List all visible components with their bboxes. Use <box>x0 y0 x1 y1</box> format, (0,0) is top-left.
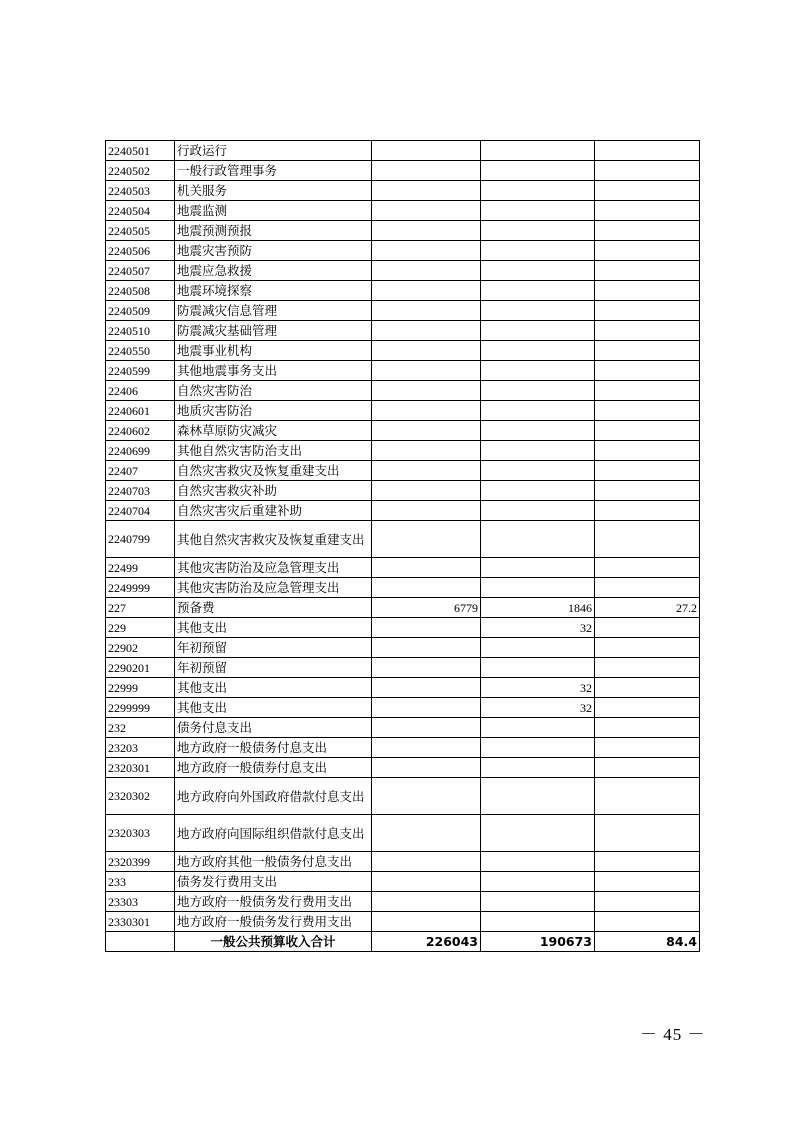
row-code: 23203 <box>106 738 175 758</box>
row-name: 其他自然灾害救灾及恢复重建支出 <box>175 521 372 558</box>
row-code: 2240510 <box>106 321 175 341</box>
row-value-3 <box>595 341 700 361</box>
row-name: 一般公共预算收入合计 <box>175 932 372 952</box>
row-value-3 <box>595 201 700 221</box>
table-row <box>106 421 700 441</box>
row-name: 地质灾害防治 <box>175 401 372 421</box>
table-row <box>106 598 700 618</box>
table-row <box>106 658 700 678</box>
row-name: 债务发行费用支出 <box>175 872 372 892</box>
row-value-2 <box>481 341 595 361</box>
row-code: 2240509 <box>106 301 175 321</box>
row-value-3 <box>595 141 700 161</box>
row-code: 2240602 <box>106 421 175 441</box>
row-code: 2240704 <box>106 501 175 521</box>
table-row <box>106 381 700 401</box>
row-value-1 <box>372 852 481 872</box>
row-value-2 <box>481 361 595 381</box>
row-value-1 <box>372 872 481 892</box>
row-value-2 <box>481 281 595 301</box>
row-code: 22407 <box>106 461 175 481</box>
row-value-3 <box>595 718 700 738</box>
row-value-3 <box>595 638 700 658</box>
table-row <box>106 401 700 421</box>
row-code: 22902 <box>106 638 175 658</box>
row-value-1 <box>372 301 481 321</box>
row-code: 2249999 <box>106 578 175 598</box>
row-value-1: 6779 <box>372 598 481 618</box>
row-value-2 <box>481 301 595 321</box>
row-code: 2240503 <box>106 181 175 201</box>
row-value-1 <box>372 778 481 815</box>
row-code: 232 <box>106 718 175 738</box>
row-value-3 <box>595 221 700 241</box>
table-row <box>106 912 700 932</box>
row-value-3 <box>595 461 700 481</box>
row-value-1 <box>372 481 481 501</box>
row-value-3 <box>595 578 700 598</box>
row-value-1 <box>372 501 481 521</box>
row-value-1 <box>372 341 481 361</box>
row-value-1 <box>372 892 481 912</box>
row-code: 2240703 <box>106 481 175 501</box>
row-value-2 <box>481 815 595 852</box>
row-value-2 <box>481 421 595 441</box>
row-name: 森林草原防灾减灾 <box>175 421 372 441</box>
table-row <box>106 241 700 261</box>
row-value-3 <box>595 872 700 892</box>
row-value-2: 32 <box>481 698 595 718</box>
budget-table <box>105 140 700 952</box>
row-name: 机关服务 <box>175 181 372 201</box>
row-value-2: 1846 <box>481 598 595 618</box>
table-row <box>106 738 700 758</box>
row-value-2 <box>481 241 595 261</box>
table-row <box>106 758 700 778</box>
row-value-2 <box>481 401 595 421</box>
table-row <box>106 181 700 201</box>
table-row <box>106 852 700 872</box>
row-value-1 <box>372 441 481 461</box>
row-value-2 <box>481 261 595 281</box>
row-value-1 <box>372 401 481 421</box>
row-value-3 <box>595 698 700 718</box>
row-value-2 <box>481 852 595 872</box>
row-name: 地方政府向外国政府借款付息支出 <box>175 778 372 815</box>
row-value-2: 190673 <box>481 932 595 952</box>
row-code: 229 <box>106 618 175 638</box>
table-row <box>106 815 700 852</box>
row-value-1 <box>372 461 481 481</box>
row-code: 2240550 <box>106 341 175 361</box>
row-value-2 <box>481 558 595 578</box>
row-name: 地震事业机构 <box>175 341 372 361</box>
row-name: 其他灾害防治及应急管理支出 <box>175 578 372 598</box>
row-value-2: 32 <box>481 618 595 638</box>
row-name: 地震监测 <box>175 201 372 221</box>
row-value-2 <box>481 778 595 815</box>
row-value-1 <box>372 912 481 932</box>
row-value-1 <box>372 578 481 598</box>
row-code: 2320399 <box>106 852 175 872</box>
row-value-2 <box>481 578 595 598</box>
row-value-2 <box>481 381 595 401</box>
row-name: 地震应急救援 <box>175 261 372 281</box>
row-value-1 <box>372 618 481 638</box>
table-row <box>106 301 700 321</box>
row-value-3 <box>595 161 700 181</box>
row-value-1 <box>372 381 481 401</box>
row-value-1 <box>372 161 481 181</box>
row-value-2 <box>481 718 595 738</box>
row-value-2 <box>481 872 595 892</box>
row-value-2 <box>481 181 595 201</box>
row-value-3 <box>595 241 700 261</box>
table-row <box>106 341 700 361</box>
table-row <box>106 221 700 241</box>
row-value-2 <box>481 321 595 341</box>
row-value-3 <box>595 301 700 321</box>
row-value-3 <box>595 321 700 341</box>
row-name: 自然灾害救灾补助 <box>175 481 372 501</box>
row-value-1: 226043 <box>372 932 481 952</box>
row-code: 2290201 <box>106 658 175 678</box>
table-row <box>106 141 700 161</box>
row-value-2 <box>481 201 595 221</box>
row-value-3 <box>595 618 700 638</box>
row-code: 2240599 <box>106 361 175 381</box>
row-value-1 <box>372 241 481 261</box>
table-row <box>106 678 700 698</box>
row-value-1 <box>372 141 481 161</box>
row-code: 2320301 <box>106 758 175 778</box>
row-value-3 <box>595 421 700 441</box>
row-value-3 <box>595 261 700 281</box>
row-code: 22999 <box>106 678 175 698</box>
row-code: 2299999 <box>106 698 175 718</box>
table-row <box>106 521 700 558</box>
row-name: 地震环境探察 <box>175 281 372 301</box>
row-value-3: 27.2 <box>595 598 700 618</box>
row-name: 地方政府其他一般债务付息支出 <box>175 852 372 872</box>
row-name: 行政运行 <box>175 141 372 161</box>
row-code: 2240507 <box>106 261 175 281</box>
table-row <box>106 778 700 815</box>
row-name: 其他支出 <box>175 698 372 718</box>
row-name: 一般行政管理事务 <box>175 161 372 181</box>
row-name: 其他灾害防治及应急管理支出 <box>175 558 372 578</box>
table-row <box>106 638 700 658</box>
row-value-3 <box>595 441 700 461</box>
row-code: 227 <box>106 598 175 618</box>
table-row <box>106 698 700 718</box>
row-name: 自然灾害防治 <box>175 381 372 401</box>
row-value-3 <box>595 758 700 778</box>
budget-table-body <box>106 141 700 952</box>
row-value-2 <box>481 758 595 778</box>
row-value-3 <box>595 658 700 678</box>
table-row <box>106 461 700 481</box>
row-code: 2330301 <box>106 912 175 932</box>
table-row <box>106 872 700 892</box>
row-value-3 <box>595 738 700 758</box>
row-name: 地方政府向国际组织借款付息支出 <box>175 815 372 852</box>
table-row <box>106 361 700 381</box>
row-code: 22406 <box>106 381 175 401</box>
row-name: 其他地震事务支出 <box>175 361 372 381</box>
table-row <box>106 892 700 912</box>
row-value-1 <box>372 738 481 758</box>
row-code: 233 <box>106 872 175 892</box>
row-value-3 <box>595 778 700 815</box>
row-value-1 <box>372 281 481 301</box>
row-name: 防震减灾基础管理 <box>175 321 372 341</box>
row-value-2 <box>481 658 595 678</box>
row-value-1 <box>372 678 481 698</box>
row-value-3 <box>595 381 700 401</box>
row-value-2 <box>481 481 595 501</box>
row-code: 22499 <box>106 558 175 578</box>
table-row <box>106 321 700 341</box>
table-row <box>106 441 700 461</box>
table-row <box>106 261 700 281</box>
row-value-1 <box>372 815 481 852</box>
row-value-3 <box>595 481 700 501</box>
row-value-1 <box>372 558 481 578</box>
row-value-1 <box>372 521 481 558</box>
row-value-2 <box>481 501 595 521</box>
row-code: 2240506 <box>106 241 175 261</box>
table-row <box>106 161 700 181</box>
row-value-3 <box>595 181 700 201</box>
row-value-1 <box>372 758 481 778</box>
row-code: 23303 <box>106 892 175 912</box>
row-value-3 <box>595 678 700 698</box>
table-row <box>106 281 700 301</box>
row-code: 2240504 <box>106 201 175 221</box>
table-row <box>106 618 700 638</box>
row-name: 地震预测预报 <box>175 221 372 241</box>
row-name: 地方政府一般债务付息支出 <box>175 738 372 758</box>
row-value-3 <box>595 401 700 421</box>
row-value-1 <box>372 261 481 281</box>
total-row <box>106 932 700 952</box>
row-name: 预备费 <box>175 598 372 618</box>
row-value-3 <box>595 912 700 932</box>
row-name: 年初预留 <box>175 658 372 678</box>
row-value-1 <box>372 221 481 241</box>
row-value-1 <box>372 321 481 341</box>
row-code: 2240601 <box>106 401 175 421</box>
table-row <box>106 501 700 521</box>
row-value-3 <box>595 281 700 301</box>
row-name: 年初预留 <box>175 638 372 658</box>
row-name: 债务付息支出 <box>175 718 372 738</box>
row-value-1 <box>372 698 481 718</box>
row-value-2 <box>481 221 595 241</box>
table-row <box>106 718 700 738</box>
row-value-3 <box>595 521 700 558</box>
row-value-3 <box>595 852 700 872</box>
row-code: 2240502 <box>106 161 175 181</box>
row-value-2 <box>481 912 595 932</box>
row-name: 自然灾害灾后重建补助 <box>175 501 372 521</box>
row-value-3 <box>595 361 700 381</box>
row-value-3 <box>595 892 700 912</box>
row-value-1 <box>372 638 481 658</box>
row-value-2 <box>481 461 595 481</box>
row-value-2 <box>481 141 595 161</box>
row-value-1 <box>372 361 481 381</box>
row-value-2 <box>481 161 595 181</box>
row-value-3 <box>595 558 700 578</box>
row-value-2 <box>481 738 595 758</box>
row-name: 地方政府一般债务发行费用支出 <box>175 892 372 912</box>
row-code: 2240508 <box>106 281 175 301</box>
table-row <box>106 481 700 501</box>
row-name: 自然灾害救灾及恢复重建支出 <box>175 461 372 481</box>
table-row <box>106 201 700 221</box>
row-value-3: 84.4 <box>595 932 700 952</box>
row-value-1 <box>372 421 481 441</box>
row-value-1 <box>372 181 481 201</box>
row-value-3 <box>595 815 700 852</box>
row-value-2 <box>481 892 595 912</box>
row-code: 2240799 <box>106 521 175 558</box>
row-value-1 <box>372 201 481 221</box>
row-name: 防震减灾信息管理 <box>175 301 372 321</box>
table-row <box>106 578 700 598</box>
row-value-1 <box>372 658 481 678</box>
row-value-2 <box>481 521 595 558</box>
table-row <box>106 558 700 578</box>
row-code: 2240699 <box>106 441 175 461</box>
row-name: 其他自然灾害防治支出 <box>175 441 372 461</box>
row-value-2 <box>481 638 595 658</box>
row-value-3 <box>595 501 700 521</box>
row-value-1 <box>372 718 481 738</box>
row-code: 2320302 <box>106 778 175 815</box>
row-name: 地震灾害预防 <box>175 241 372 261</box>
row-value-2 <box>481 441 595 461</box>
row-code: 2320303 <box>106 815 175 852</box>
row-name: 其他支出 <box>175 618 372 638</box>
row-code <box>106 932 175 952</box>
row-name: 其他支出 <box>175 678 372 698</box>
row-value-2: 32 <box>481 678 595 698</box>
row-code: 2240501 <box>106 141 175 161</box>
row-name: 地方政府一般债务发行费用支出 <box>175 912 372 932</box>
page-number: － 45 － <box>640 1025 706 1044</box>
row-code: 2240505 <box>106 221 175 241</box>
row-name: 地方政府一般债券付息支出 <box>175 758 372 778</box>
